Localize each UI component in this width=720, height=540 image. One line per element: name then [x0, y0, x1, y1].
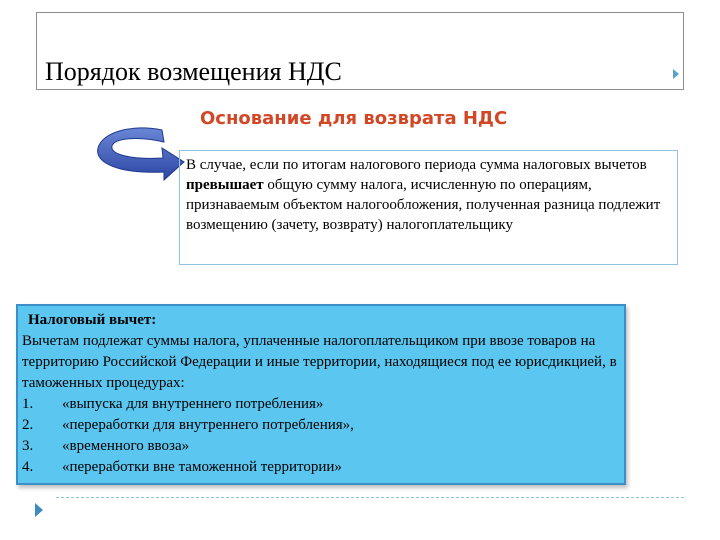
list-item	[22, 457, 620, 478]
list-item-text: «временного ввоза»	[62, 438, 190, 454]
definition-text-part2: общую сумму налога, исчисленную по операциям, признаваемым объектом налогообложения, полученная разница подлежит возмещению (зачету, возврату) налогоплательщику	[186, 177, 661, 233]
deduction-body: Вычетам подлежат суммы налога, уплаченные налогоплательщиком при ввозе товаров на территорию Российской Федерации и иные территории, находящиеся под ее юрисдикцией, в таможенных процедурах:	[22, 333, 617, 391]
title-box	[36, 12, 684, 90]
list-item-number: 3.	[22, 438, 34, 454]
list-item-number: 4.	[22, 459, 34, 475]
definition-text-bold: превышает	[186, 177, 264, 193]
slide-subtitle: Основание для возврата НДС	[200, 108, 508, 129]
definition-text-part1: В случае, если по итогам налогового периода сумма налоговых вычетов	[186, 157, 647, 173]
list-item	[22, 415, 620, 436]
title-tick-icon	[673, 69, 679, 79]
deduction-heading: Налоговый вычет:	[28, 312, 157, 328]
list-item-number: 2.	[22, 417, 34, 433]
curved-arrow-icon	[92, 118, 188, 184]
list-item-text: «переработки вне таможенной территории»	[62, 459, 342, 475]
list-item	[22, 436, 620, 457]
list-item-text: «переработки для внутреннего потребления»,	[62, 417, 354, 433]
corner-tick-icon	[35, 503, 43, 517]
footer-divider	[56, 497, 684, 498]
list-item-text: «выпуска для внутреннего потребления»	[62, 396, 324, 412]
slide-title: Порядок возмещения НДС	[45, 57, 342, 86]
list-item	[22, 394, 620, 415]
procedure-list	[22, 394, 620, 478]
tax-deduction-box	[16, 304, 626, 485]
list-item-number: 1.	[22, 396, 34, 412]
definition-box	[179, 150, 678, 265]
